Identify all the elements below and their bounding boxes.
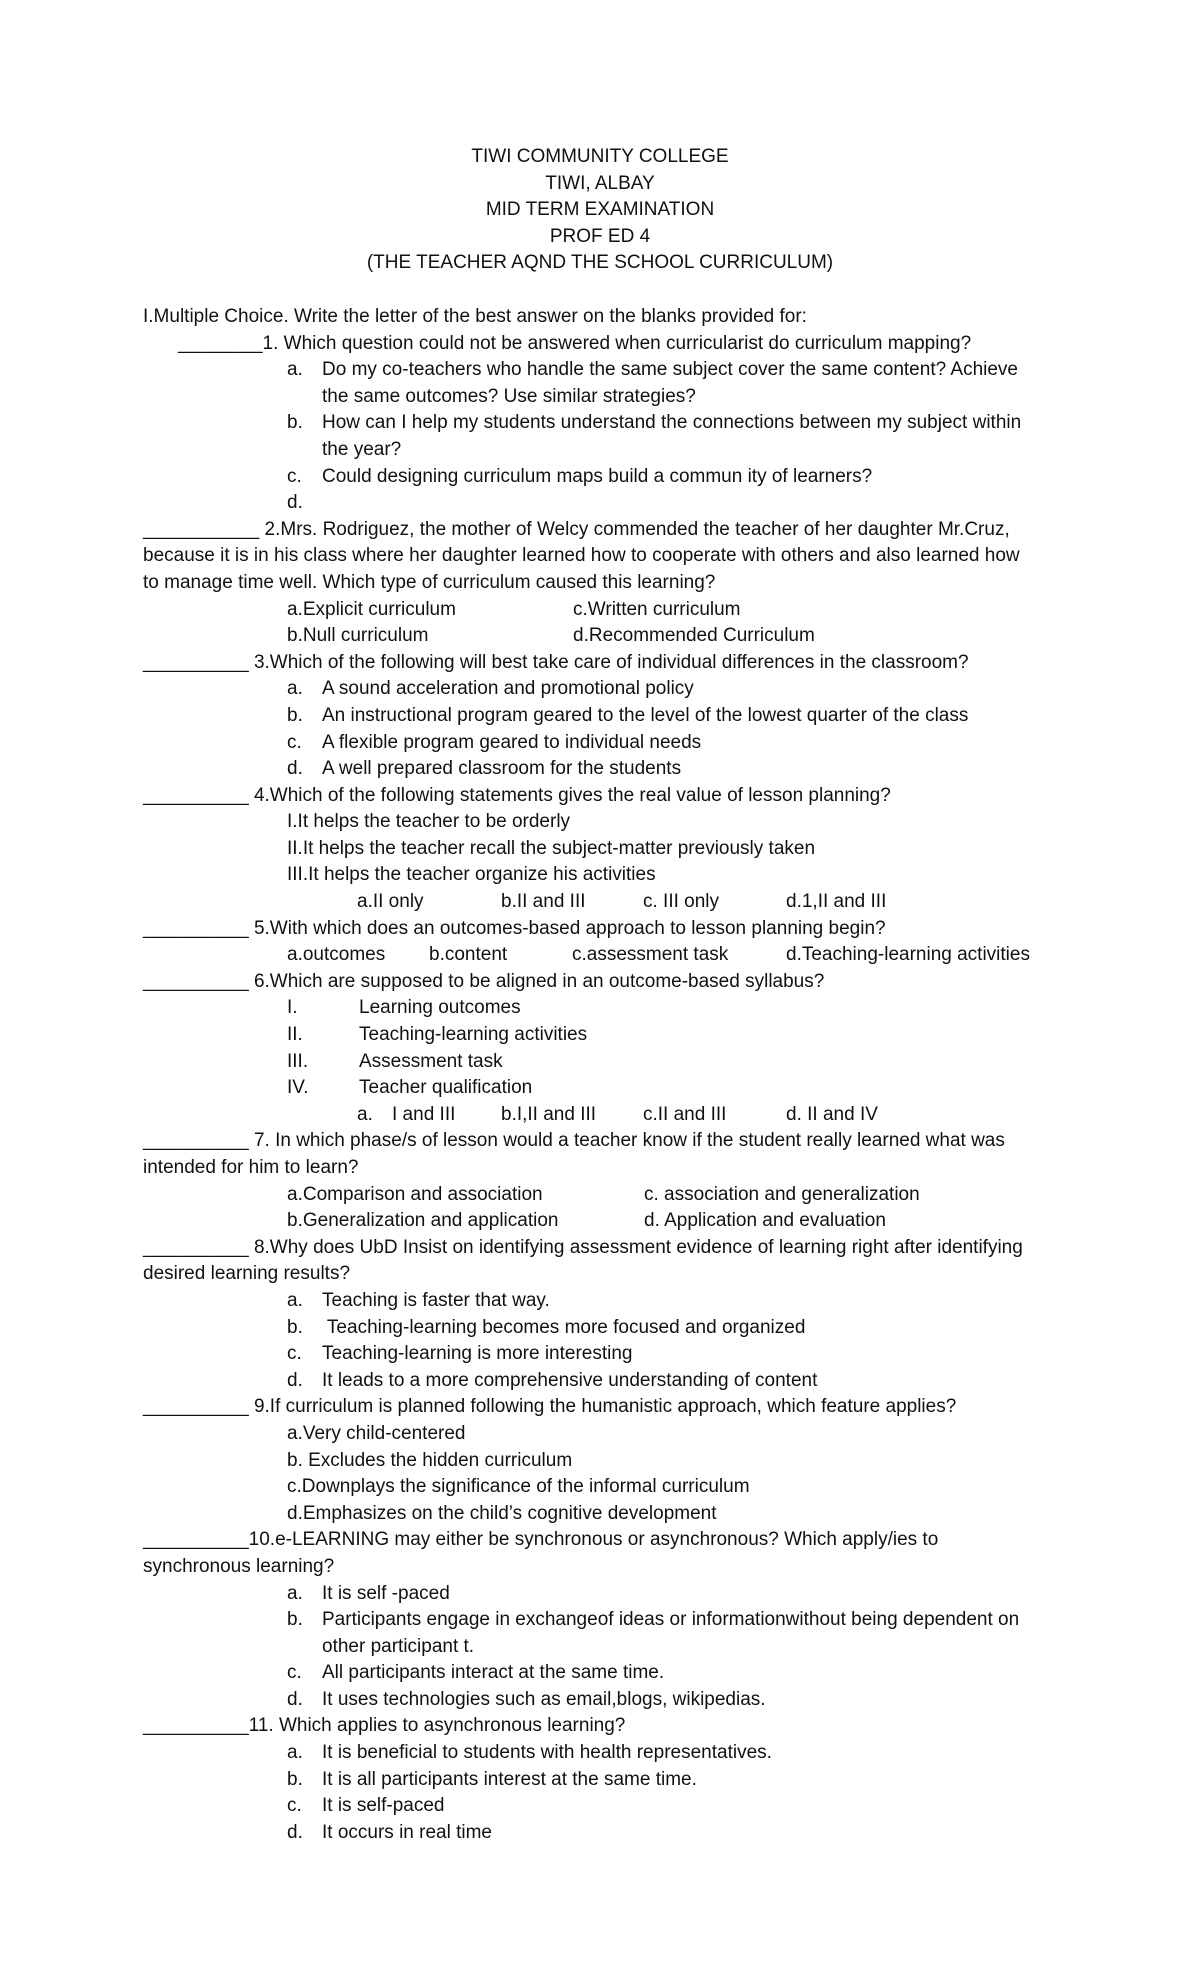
- college-name: TIWI COMMUNITY COLLEGE: [471, 146, 729, 167]
- exam-header: [0, 144, 1200, 277]
- question-1-option-a-cont: the same outcomes? Use similar strategies?: [322, 385, 696, 407]
- college-location: TIWI, ALBAY: [545, 172, 655, 194]
- question-1-option-a: a. Do my co-teachers who handle the same subject cover the same content? Achieve: [287, 359, 1018, 381]
- question-6-item-i: I. Learning outcomes: [287, 997, 521, 1019]
- question-10-option-b-cont: other participant t.: [322, 1635, 475, 1657]
- question-4-option-c: c. III only: [643, 891, 720, 913]
- question-8-option-c: c. Teaching-learning is more interesting: [287, 1343, 633, 1365]
- question-5-options: [143, 942, 1063, 969]
- question-10-option-d: d. It uses technologies such as email,blogs, wikipedias.: [287, 1688, 766, 1710]
- question-11-option-a: a. It is beneficial to students with health representatives.: [287, 1742, 772, 1764]
- course-title: (THE TEACHER AQND THE SCHOOL CURRICULUM): [366, 252, 834, 274]
- question-9-stem: __________ 9.If curriculum is planned following the humanistic approach, which feature applies?: [143, 1396, 957, 1418]
- question-9-option-a: a.Very child-centered: [287, 1422, 466, 1444]
- question-6-option-a: I and III: [392, 1103, 456, 1125]
- question-8-stem-cont: desired learning results?: [143, 1263, 351, 1285]
- question-6-option-d: d. II and IV: [786, 1103, 878, 1125]
- question-4-option-b: b.II and III: [501, 891, 586, 913]
- question-5-option-a: a.outcomes: [287, 944, 386, 966]
- question-4-statement-i: I.It helps the teacher to be orderly: [287, 811, 571, 833]
- question-1-option-b-cont: the year?: [322, 438, 402, 460]
- question-6-item-iv: IV. Teacher qualification: [287, 1077, 533, 1099]
- question-5-option-b: b.content: [429, 944, 508, 966]
- exam-content: [143, 304, 1063, 1846]
- question-10-option-b: b. Participants engage in exchangeof ideas or informationwithout being dependent on: [287, 1609, 1020, 1631]
- question-2-stem-end: to manage time well. Which type of curriculum caused this learning?: [143, 571, 716, 593]
- question-6-option-a-letter: a.: [357, 1103, 373, 1125]
- question-1-option-b: b. How can I help my students understand the connections between my subject within: [287, 412, 1022, 434]
- question-2-stem-cont: because it is in his class where her daughter learned how to cooperate with others and also learned how: [143, 545, 1020, 567]
- instructions: I.Multiple Choice. Write the letter of the best answer on the blanks provided for:: [143, 306, 807, 327]
- question-7-stem-cont: intended for him to learn?: [143, 1157, 359, 1178]
- question-4-options: [143, 889, 1063, 916]
- question-3-stem: __________ 3.Which of the following will best take care of individual differences in the classroom?: [143, 651, 969, 673]
- question-6-option-b: b.I,II and III: [501, 1103, 597, 1125]
- question-3-option-b: b. An instructional program geared to the level of the lowest quarter of the class: [287, 704, 969, 726]
- question-6-item-iii: III. Assessment task: [287, 1050, 503, 1072]
- exam-title: MID TERM EXAMINATION: [485, 199, 715, 221]
- question-9-option-b: b. Excludes the hidden curriculum: [287, 1449, 573, 1471]
- question-6-options: [143, 1102, 1063, 1129]
- question-7-options-row2: b.Generalization and application d. Application and evaluation: [287, 1210, 886, 1232]
- question-9-option-c: c.Downplays the significance of the informal curriculum: [287, 1476, 750, 1498]
- question-5-stem: __________ 5.With which does an outcomes-based approach to lesson planning begin?: [143, 917, 886, 939]
- question-6-stem: __________ 6.Which are supposed to be aligned in an outcome-based syllabus?: [143, 970, 825, 992]
- question-2-options-row2: b.Null curriculum d.Recommended Curriculum: [287, 625, 815, 647]
- subject-code: PROF ED 4: [549, 225, 651, 247]
- question-3-option-c: c. A flexible program geared to individual needs: [287, 731, 702, 753]
- question-10-stem: __________10.e-LEARNING may either be synchronous or asynchronous? Which apply/ies to: [143, 1529, 939, 1551]
- question-6-option-c: c.II and III: [643, 1103, 727, 1125]
- question-4-statement-ii: II.It helps the teacher recall the subject-matter previously taken: [287, 837, 816, 859]
- question-10-stem-cont: synchronous learning?: [143, 1555, 335, 1577]
- question-11-option-b: b. It is all participants interest at the same time.: [287, 1768, 697, 1790]
- question-8-option-a: a. Teaching is faster that way.: [287, 1289, 550, 1311]
- question-4-option-a: a.II only: [357, 891, 424, 913]
- question-11-option-d: d. It occurs in real time: [287, 1821, 492, 1843]
- question-8-stem: __________ 8.Why does UbD Insist on identifying assessment evidence of learning right after identifying: [143, 1236, 1023, 1258]
- question-8-option-d: d. It leads to a more comprehensive understanding of content: [287, 1369, 818, 1391]
- question-4-stem: __________ 4.Which of the following statements gives the real value of lesson planning?: [143, 784, 891, 806]
- question-3-option-d: d. A well prepared classroom for the students: [287, 758, 682, 780]
- question-7-stem: __________ 7. In which phase/s of lesson would a teacher know if the student really learned what was: [143, 1130, 1005, 1152]
- question-11-stem: __________11. Which applies to asynchronous learning?: [143, 1715, 626, 1737]
- question-10-option-c: c. All participants interact at the same time.: [287, 1662, 665, 1684]
- question-2-stem: ___________ 2.Mrs. Rodriguez, the mother of Welcy commended the teacher of her daughter Mr.Cruz,: [143, 518, 1010, 540]
- question-1-option-c: c. Could designing curriculum maps build a commun ity of learners?: [287, 465, 873, 487]
- question-6-item-ii: II. Teaching-learning activities: [287, 1024, 588, 1046]
- question-5-option-d: d.Teaching-learning activities: [786, 944, 1030, 966]
- question-3-option-a: a. A sound acceleration and promotional policy: [287, 678, 694, 700]
- question-4-statement-iii: III.It helps the teacher organize his activities: [287, 864, 656, 886]
- question-10-option-a: a. It is self -paced: [287, 1582, 450, 1604]
- question-1-stem: ________1. Which question could not be answered when curricularist do curriculum mapping?: [178, 332, 972, 354]
- question-2-options-row1: a.Explicit curriculum c.Written curriculum: [287, 598, 741, 620]
- question-4-option-d: d.1,II and III: [786, 891, 887, 913]
- question-5-option-c: c.assessment task: [572, 944, 729, 966]
- question-1-option-d: d.: [287, 492, 303, 514]
- question-8-option-b: b. Teaching-learning becomes more focused and organized: [287, 1316, 806, 1338]
- question-7-options-row1: a.Comparison and association c. association and generalization: [287, 1183, 920, 1205]
- question-9-option-d: d.Emphasizes on the child’s cognitive development: [287, 1502, 717, 1524]
- question-11-option-c: c. It is self-paced: [287, 1795, 445, 1817]
